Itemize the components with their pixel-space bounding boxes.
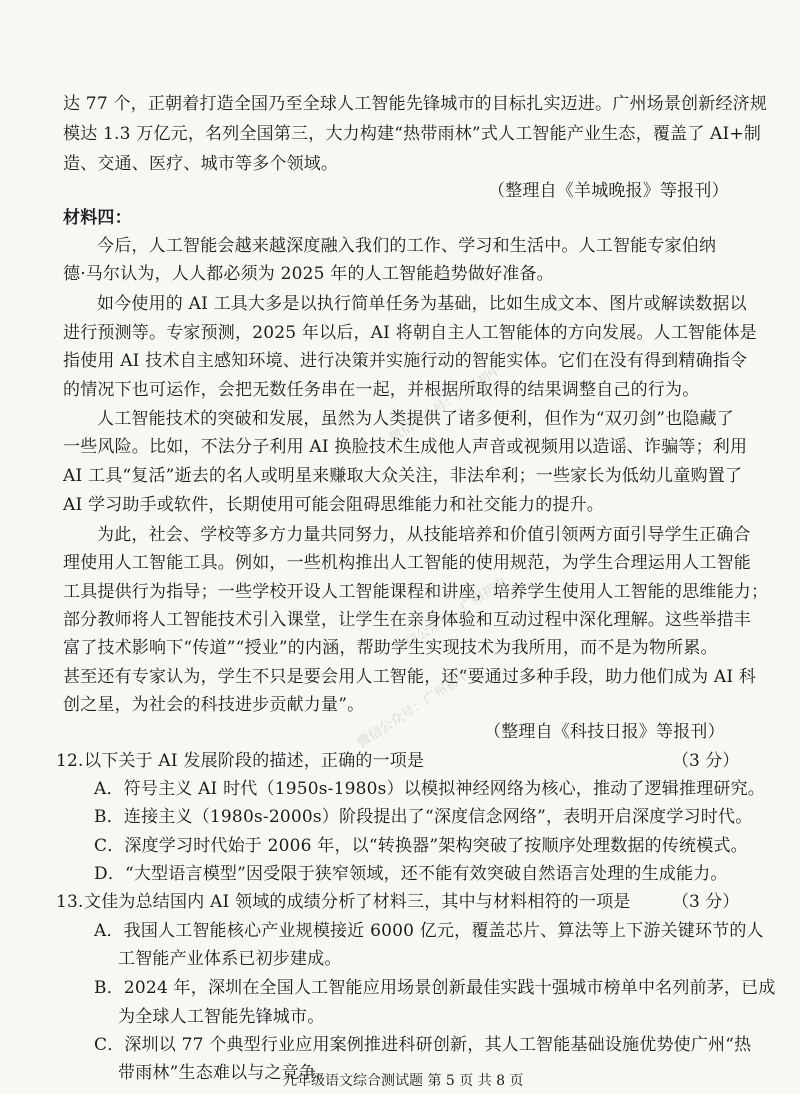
material4-line-9: AI 工具“复活”逝去的名人或明星来赚取大众关注，非法牟利；一些家长为低幼儿童购置了 [63, 466, 743, 486]
q12-score: （3 分） [672, 751, 740, 771]
material4-line-1: 今后，人工智能会越来越深度融入我们的工作、学习和生活中。人工智能专家伯纳 [97, 236, 717, 256]
material4-line-17: 创之星，为社会的科技进步贡献力量”。 [63, 695, 365, 715]
material4-line-8: 一些风险。比如，不法分子利用 AI 换脸技术生成他人声音或视频用以造谣、诈骗等；利用 [63, 437, 748, 457]
material4-line-10: AI 学习助手或软件，长期使用可能会阻碍思维能力和社交能力的提升。 [63, 495, 604, 515]
q13-score: （3 分） [672, 892, 740, 912]
material4-line-7: 人工智能技术的突破和发展，虽然为人类提供了诸多便利，但作为“双刃剑”也隐藏了 [97, 409, 734, 429]
watermark-1: 微信公众号：广州初中 [387, 362, 505, 446]
material4-line-11: 为此，社会、学校等多方力量共同努力，从技能培养和价值引领两方面引导学生正确合 [97, 525, 751, 545]
intro-line-2: 模达 1.3 万亿元，名列全国第三，大力构建“热带雨林”式人工智能产业生态，覆盖了 AI+制 [63, 124, 762, 144]
material4-line-5: 指使用 AI 技术自主感知环境、进行决策并实施行动的智能实体。它们在没有得到精确指令 [63, 351, 748, 371]
q12-stem: 以下关于 AI 发展阶段的描述，正确的一项是 [84, 751, 425, 771]
material4-line-2: 德·马尔认为，人人都必须为 2025 年的人工智能趋势做好准备。 [63, 264, 554, 284]
material4-line-13: 工具提供行为指导；一些学校开设人工智能课程和讲座，培养学生使用人工智能的思维能力； [63, 582, 769, 602]
material4-line-15: 富了技术影响下“传道”“授业”的内涵，帮助学生实现技术为我所用，而不是为物所累。 [63, 638, 718, 658]
q12-option-a[interactable]: A．符号主义 AI 时代（1950s-1980s）以模拟神经网络为核心，推动了逻辑推理研究。 [94, 779, 765, 799]
material4-line-14: 部分教师将人工智能技术引入课堂，让学生在亲身体验和互动过程中深化理解。这些举措丰 [63, 610, 751, 630]
q13-option-b[interactable]: B．2024 年，深圳在全国人工智能应用场景创新最佳实践十强城市榜单中名列前茅，已成 [94, 978, 776, 998]
q12-option-d[interactable]: D．“大型语言模型”因受限于狭窄领域，还不能有效突破自然语言处理的生成能力。 [94, 864, 728, 884]
q12-number: 12. [56, 751, 84, 771]
material4-source: （整理自《科技日报》等报刊） [484, 722, 725, 742]
watermark-2: 微信公众号：广州初中 [392, 574, 510, 658]
material4-heading: 材料四： [63, 208, 132, 228]
material4-line-4: 进行预测等。专家预测，2025 年以后，AI 将朝自主人工智能体的方向发展。人工智能体是 [63, 323, 757, 343]
q12-option-c[interactable]: C．深度学习时代始于 2006 年，以“转换器”架构突破了按顺序处理数据的传统模式。 [94, 836, 748, 856]
page-footer: 九年级语文综合测试题 第 5 页 共 8 页 [283, 1073, 524, 1089]
q13-option-c[interactable]: C．深圳以 77 个典型行业应用案例推进科研创新，其人工智能基础设施优势使广州“热 [94, 1035, 752, 1055]
material4-line-6: 的情况下也可运作，会把无数任务串在一起，并根据所取得的结果调整自己的行为。 [63, 380, 700, 400]
watermark-3: 微信公众号：广州初中 [355, 667, 473, 751]
q13-option-a[interactable]: A．我国人工智能核心产业规模接近 6000 亿元，覆盖芯片、算法等上下游关键环节的人 [94, 921, 764, 941]
intro-line-3: 造、交通、医疗、城市等多个领域。 [63, 154, 339, 174]
q13-option-b-cont: 为全球人工智能先锋城市。 [118, 1007, 325, 1027]
material4-line-16: 甚至还有专家认为，学生不只是要会用人工智能，还“要通过多种手段，助力他们成为 AI 科 [63, 667, 757, 687]
q13-stem: 文佳为总结国内 AI 领域的成绩分析了材料三，其中与材料相符的一项是 [84, 892, 631, 912]
material4-line-3: 如今使用的 AI 工具大多是以执行简单任务为基础，比如生成文本、图片或解读数据以 [97, 294, 747, 314]
material4-line-12: 理使用人工智能工具。例如，一些机构推出人工智能的使用规范，为学生合理运用人工智能 [63, 553, 751, 573]
intro-line-1: 达 77 个，正朝着打造全国乃至全球人工智能先锋城市的目标扎实迈进。广州场景创新经济规 [63, 94, 768, 114]
intro-source: （整理自《羊城晚报》等报刊） [488, 181, 729, 201]
q13-option-c-cont: 带雨林”生态难以与之竞争。 [118, 1063, 334, 1083]
q13-option-a-cont: 工智能产业体系已初步建成。 [118, 949, 342, 969]
q12-option-b[interactable]: B．连接主义（1980s-2000s）阶段提出了“深度信念网络”，表明开启深度学习时代。 [94, 807, 753, 827]
q13-number: 13. [56, 892, 84, 912]
